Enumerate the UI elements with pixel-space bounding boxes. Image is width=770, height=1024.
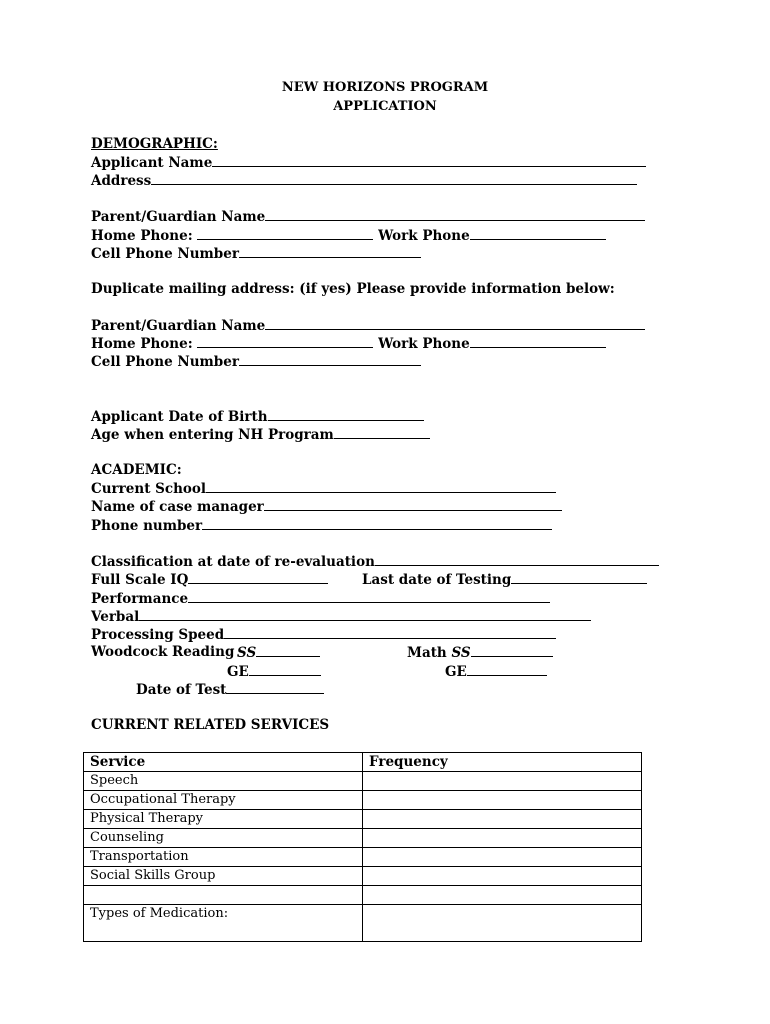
demographic-heading: DEMOGRAPHIC: xyxy=(91,136,218,152)
processing-speed-field[interactable] xyxy=(224,625,556,639)
verbal-row xyxy=(91,607,591,625)
phone-number-field[interactable] xyxy=(202,516,552,530)
current-school-label: Current School xyxy=(91,481,207,497)
cell-phone-field-2[interactable] xyxy=(239,352,421,366)
verbal-label: Verbal xyxy=(91,609,140,625)
dob-label: Applicant Date of Birth xyxy=(91,409,268,425)
woodcock-reading-row xyxy=(91,643,234,661)
classification-label: Classification at date of re-evaluation xyxy=(91,554,375,570)
service-cell: Social Skills Group xyxy=(84,867,363,886)
performance-row xyxy=(91,589,550,607)
full-scale-iq-row xyxy=(91,570,328,588)
form-title: NEW HORIZONS PROGRAM xyxy=(281,80,489,95)
date-of-test-label: Date of Test xyxy=(136,682,227,698)
service-cell: Speech xyxy=(84,772,363,791)
guardian-name-label-2: Parent/Guardian Name xyxy=(91,318,266,334)
verbal-field[interactable] xyxy=(139,607,591,621)
frequency-cell[interactable] xyxy=(363,848,642,867)
table-header-row xyxy=(84,753,642,772)
reading-ss-label: SS xyxy=(237,645,257,661)
home-phone-field[interactable] xyxy=(197,226,373,240)
medication-row xyxy=(84,905,642,942)
performance-field[interactable] xyxy=(188,589,550,603)
table-row xyxy=(84,886,642,905)
cell-phone-field[interactable] xyxy=(239,244,421,258)
work-phone-field-2[interactable] xyxy=(470,334,606,348)
address-label: Address xyxy=(91,173,152,189)
table-row xyxy=(84,772,642,791)
math-label: Math xyxy=(407,645,447,661)
work-phone-label: Work Phone xyxy=(378,228,470,244)
guardian-name-field-2[interactable] xyxy=(265,316,645,330)
phones-row-2 xyxy=(91,334,606,352)
home-phone-field-2[interactable] xyxy=(197,334,373,348)
cell-phone-row-2 xyxy=(91,352,421,370)
case-manager-label: Name of case manager xyxy=(91,499,264,515)
current-school-row xyxy=(91,479,556,497)
classification-row xyxy=(91,552,659,570)
frequency-cell[interactable] xyxy=(363,886,642,905)
frequency-cell[interactable] xyxy=(363,772,642,791)
duplicate-address-note: Duplicate mailing address: (if yes) Please provide information below: xyxy=(91,281,615,297)
frequency-column-header: Frequency xyxy=(363,753,642,772)
applicant-name-label: Applicant Name xyxy=(91,155,213,171)
service-cell: Transportation xyxy=(84,848,363,867)
service-cell: Counseling xyxy=(84,829,363,848)
last-date-testing-field[interactable] xyxy=(511,570,647,584)
home-phone-label-2: Home Phone: xyxy=(91,336,193,352)
table-row xyxy=(84,810,642,829)
work-phone-label-2: Work Phone xyxy=(378,336,470,352)
dob-row xyxy=(91,407,424,425)
phones-row xyxy=(91,226,606,244)
table-row xyxy=(84,829,642,848)
services-table xyxy=(83,752,642,942)
applicant-name-row xyxy=(91,153,646,171)
medication-label: Types of Medication: xyxy=(84,905,363,942)
math-ge-row xyxy=(445,662,547,680)
reading-ge-label: GE xyxy=(227,664,249,680)
full-scale-iq-label: Full Scale IQ xyxy=(91,572,189,588)
frequency-cell[interactable] xyxy=(363,867,642,886)
processing-speed-row xyxy=(91,625,556,643)
age-field[interactable] xyxy=(334,425,430,439)
date-of-test-field[interactable] xyxy=(226,680,324,694)
performance-label: Performance xyxy=(91,591,189,607)
full-scale-iq-field[interactable] xyxy=(188,570,328,584)
cell-phone-label: Cell Phone Number xyxy=(91,246,239,262)
guardian-name-field[interactable] xyxy=(265,207,645,221)
last-date-testing-row xyxy=(362,570,647,588)
applicant-name-field[interactable] xyxy=(212,153,646,167)
cell-phone-row xyxy=(91,244,421,262)
address-row xyxy=(91,171,637,189)
math-ge-label: GE xyxy=(445,664,467,680)
frequency-cell[interactable] xyxy=(363,791,642,810)
table-row xyxy=(84,867,642,886)
phone-number-label: Phone number xyxy=(91,518,203,534)
math-ss-label: SS xyxy=(451,645,471,661)
current-school-field[interactable] xyxy=(206,479,556,493)
dob-field[interactable] xyxy=(268,407,424,421)
service-cell: Occupational Therapy xyxy=(84,791,363,810)
reading-ss-field[interactable] xyxy=(256,643,320,657)
service-cell-blank[interactable] xyxy=(84,886,363,905)
work-phone-field[interactable] xyxy=(470,226,606,240)
home-phone-label: Home Phone: xyxy=(91,228,193,244)
address-field[interactable] xyxy=(151,171,637,185)
table-row xyxy=(84,848,642,867)
table-row xyxy=(84,791,642,810)
classification-field[interactable] xyxy=(375,552,659,566)
woodcock-reading-label: Woodcock Reading xyxy=(91,644,235,660)
guardian-name-row-2 xyxy=(91,316,645,334)
date-of-test-row xyxy=(136,680,324,698)
math-ss-field[interactable] xyxy=(471,643,553,657)
reading-ge-row xyxy=(227,662,321,680)
age-label: Age when entering NH Program xyxy=(91,427,334,443)
services-heading: CURRENT RELATED SERVICES xyxy=(91,717,330,733)
service-cell: Physical Therapy xyxy=(84,810,363,829)
cell-phone-label-2: Cell Phone Number xyxy=(91,354,239,370)
academic-heading: ACADEMIC: xyxy=(91,462,182,478)
last-date-testing-label: Last date of Testing xyxy=(362,572,512,588)
reading-ss-row xyxy=(237,643,320,661)
phone-number-row xyxy=(91,516,552,534)
math-ss-row xyxy=(407,643,553,661)
guardian-name-row xyxy=(91,207,645,225)
age-row xyxy=(91,425,430,443)
medication-field[interactable] xyxy=(363,905,642,942)
service-column-header: Service xyxy=(84,753,363,772)
frequency-cell[interactable] xyxy=(363,810,642,829)
case-manager-field[interactable] xyxy=(264,497,562,511)
form-subtitle: APPLICATION xyxy=(333,99,437,114)
case-manager-row xyxy=(91,497,562,515)
guardian-name-label: Parent/Guardian Name xyxy=(91,209,266,225)
reading-ge-field[interactable] xyxy=(249,662,321,676)
math-ge-field[interactable] xyxy=(467,662,547,676)
frequency-cell[interactable] xyxy=(363,829,642,848)
processing-speed-label: Processing Speed xyxy=(91,627,225,643)
